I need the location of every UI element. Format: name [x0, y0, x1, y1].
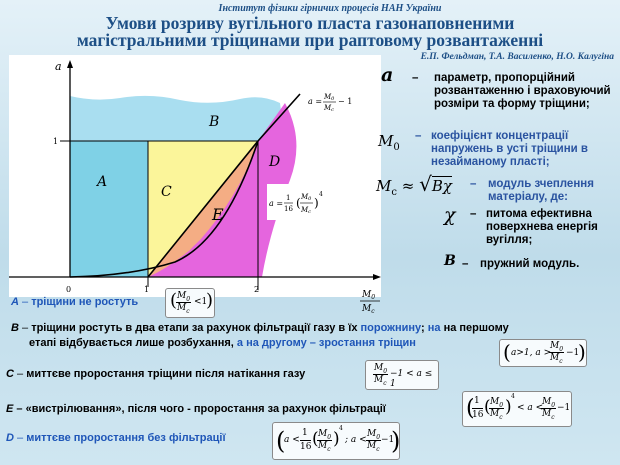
region-e-label: E [212, 205, 224, 224]
x-tick-0: 0 [66, 285, 72, 294]
y-tick-1: 1 [53, 137, 59, 146]
svg-text:− 1: − 1 [338, 97, 353, 106]
bullet-d: D – миттєве проростання без фільтрації [6, 432, 226, 444]
legend-chi-symbol: χ [444, 204, 456, 226]
legend-b-desc: пружний модуль. [480, 258, 580, 270]
svg-text:a =: a = [308, 97, 323, 106]
bullet-b-text2: на першому [443, 322, 509, 334]
page-title-line1: Умови розриву вугільного пласта газонаповненими [105, 13, 515, 33]
bullet-a-letter: A [11, 296, 19, 308]
bullet-c: C – миттєве проростання тріщини після натікання газу [6, 368, 306, 380]
svg-text:M0: M0 [301, 193, 312, 202]
svg-text:): ) [314, 196, 319, 210]
x-tick-2: 2 [254, 285, 260, 294]
bullet-c-letter: C [6, 368, 14, 380]
legend-b-symbol: B [444, 253, 456, 269]
svg-text:a =: a = [269, 199, 284, 208]
legend-a-symbol: a [381, 64, 394, 86]
formula-b: ( a>1, a > $M_0$ $M_c$ −1 ) [499, 339, 587, 367]
svg-text:(: ( [296, 196, 301, 210]
bullet-b: B – тріщини ростуть в два етапи за рахунок фільтрації газу в їх порожнину; на на першому [11, 322, 509, 334]
legend-a: – параметр, пропорційний розвантаженню і враховуючий розміри та форму тріщини; [412, 72, 617, 111]
legend-mc: – модуль зчеплення матеріалу, де: [470, 178, 610, 204]
legend-mc-formula: $M_c \approx √B\chi$ [376, 172, 452, 198]
legend-m0-symbol: $M_0$ [378, 132, 400, 153]
phase-diagram [0, 52, 390, 315]
x-tick-1: 1 [144, 285, 150, 294]
institute-name: Інститут фізики гірничих процесів НАН України [218, 3, 442, 14]
y-axis-label: a [55, 60, 62, 73]
bullet-c-text: миттєве проростання тріщини після натікання газу [26, 368, 306, 380]
formula-a: ( $M_0$ $M_c$ <1 ) [165, 288, 215, 318]
legend-m0-desc: коефіцієнт концентрації напружень в усті тріщини в незайманому пласті; [431, 130, 589, 168]
region-b-label: B [209, 114, 220, 130]
region-d-label: D [269, 154, 281, 170]
bullet-b-letter: B [11, 322, 19, 334]
formula-c: $M_0$ $M_c$ −1 < a ≤ 1 [365, 360, 439, 390]
svg-text:Mc: Mc [301, 206, 311, 215]
page-title-line2: магістральними тріщинами при раптовому розвантаженні [76, 30, 544, 50]
region-a-fill [70, 141, 148, 277]
svg-text:1: 1 [286, 194, 291, 202]
formula-d: ( a < 1 16 ( $M_0$ $M_c$ ) 4 ; a < $M_0$ $M_c$ −1 ) [272, 422, 400, 460]
bullet-b-text3: етапі відбувається лише розбухання, [29, 337, 234, 349]
bullet-a-text: тріщини не ростуть [31, 296, 139, 308]
legend-chi: – питома ефективна поверхнева енергія вугілля; [470, 208, 615, 247]
bullet-b-highlight2: а на другому – зростання тріщин [236, 337, 416, 349]
legend-b: – пружний модуль. [462, 258, 612, 271]
legend-mc-desc: модуль зчеплення матеріалу, де: [488, 178, 594, 203]
bullet-a: A – тріщини не ростуть [11, 296, 139, 308]
svg-text:4: 4 [319, 191, 323, 198]
svg-text:16: 16 [284, 205, 293, 213]
bullet-d-letter: D [6, 432, 14, 444]
bullet-d-text: миттєве проростання без фільтрації [26, 432, 226, 444]
formula-e: ( 1 16 ( $M_0$ $M_c$ ) 4 < a < $M_0$ $M_c$ −1 [462, 391, 572, 427]
svg-text:Mc: $M_c$ [362, 304, 375, 315]
svg-text:M0: $M_0$ [362, 290, 376, 301]
region-a-label: A [97, 174, 108, 190]
bullet-b-text1: тріщини ростуть в два етапи за рахунок фільтрації газу в їх [31, 322, 358, 334]
svg-text:Mc: Mc [324, 104, 334, 113]
region-c-label: C [161, 184, 172, 200]
bullet-b-line2 [29, 337, 416, 350]
authors: Е.П. Фельдман, Т.А. Василенко, Н.О. Калугіна [420, 52, 614, 62]
bullet-e: E – «вистрілювання», після чого - проростання за рахунок фільтрації [6, 403, 386, 415]
legend-chi-desc: питома ефективна поверхнева енергія вугілля; [486, 208, 598, 246]
bullet-b-highlight1: порожнину [360, 322, 421, 334]
svg-text:M0: M0 [324, 93, 335, 102]
legend-a-desc: параметр, пропорційний розвантаженню і враховуючий розміри та форму тріщини; [434, 72, 611, 110]
legend-m0: – коефіцієнт концентрації напружень в усті тріщини в незайманому пласті; [415, 130, 615, 169]
bullet-e-letter: E [6, 403, 14, 415]
bullet-e-text: «вистрілювання», після чого - проростання за рахунок фільтрації [25, 403, 386, 415]
